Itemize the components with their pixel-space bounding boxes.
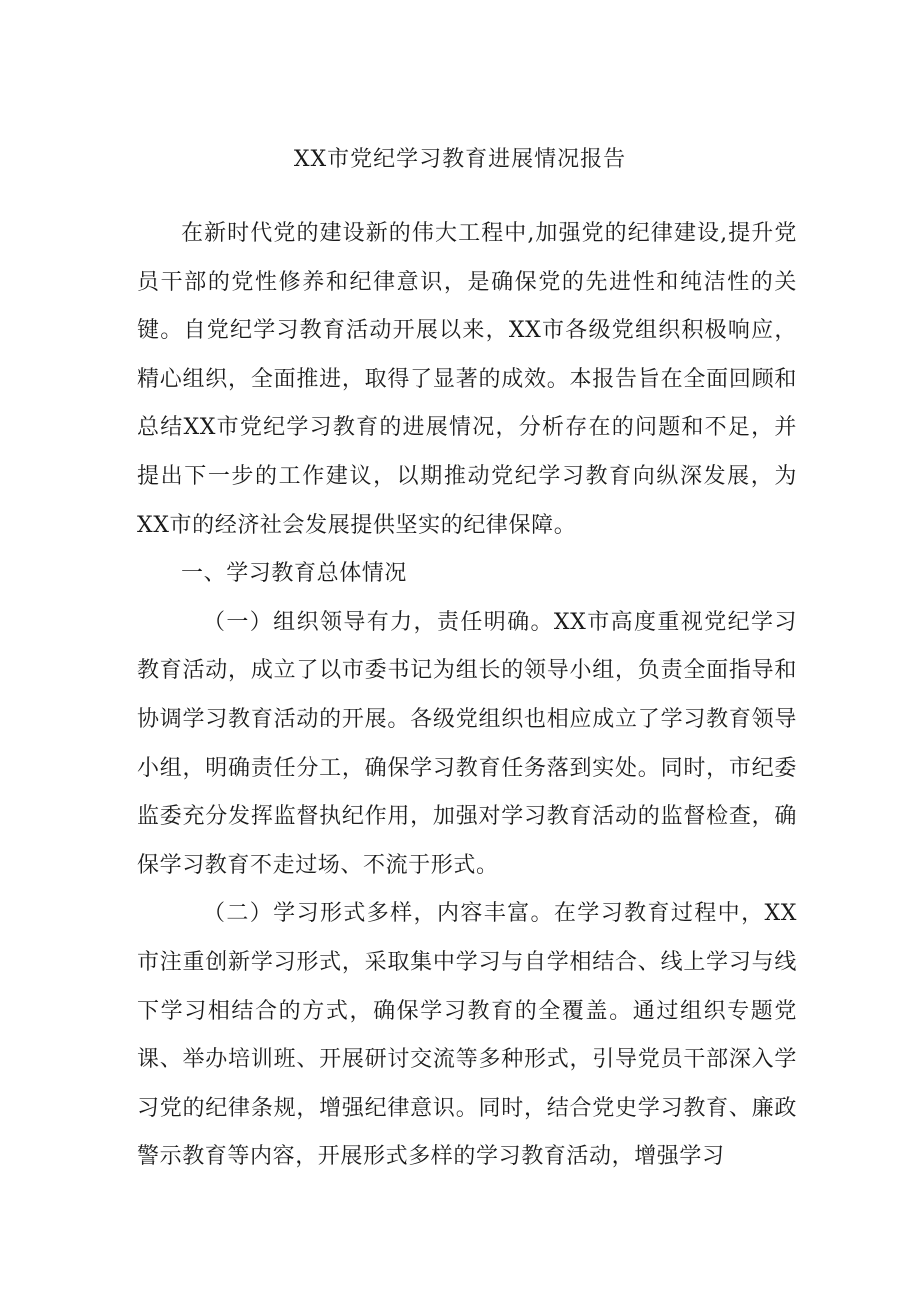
section-paragraph-organization: （一）组织领导有力，责任明确。XX市高度重视党纪学习教育活动，成立了以市委书记为组长的领导小组，负责全面指导和协调学习教育活动的开展。各级党组织也相应成立了学习教育领导小组，明确责任分工，确保学习教育任务落到实处。同时，市纪委监委充分发挥监督执纪作用，加强对学习教育活动的监督检查，确保学习教育不走过场、不流于形式。 xyxy=(137,609,797,878)
section-paragraph-study-forms: （二）学习形式多样，内容丰富。在学习教育过程中，XX市注重创新学习形式，采取集中学习与自学相结合、线上学习与线下学习相结合的方式，确保学习教育的全覆盖。通过组织专题党课、举办培训班、开展研讨交流等多种形式，引导党员干部深入学习党的纪律条规，增强纪律意识。同时，结合党史学习教育、廉政警示教育等内容，开展形式多样的学习教育活动，增强学习 xyxy=(137,901,797,1170)
document-body xyxy=(137,210,797,1182)
page-title: XX市党纪学习教育进展情况报告 xyxy=(293,147,627,172)
intro-paragraph: 在新时代党的建设新的伟大工程中,加强党的纪律建设,提升党员干部的党性修养和纪律意识，是确保党的先进性和纯洁性的关键。自党纪学习教育活动开展以来，XX市各级党组织积极响应，精心组织，全面推进，取得了显著的成效。本报告旨在全面回顾和总结XX市党纪学习教育的进展情况，分析存在的问题和不足，并提出下一步的工作建议，以期推动党纪学习教育向纵深发展，为XX市的经济社会发展提供坚实的纪律保障。 xyxy=(137,221,797,538)
section-heading: 一、学习教育总体情况 xyxy=(181,561,408,587)
